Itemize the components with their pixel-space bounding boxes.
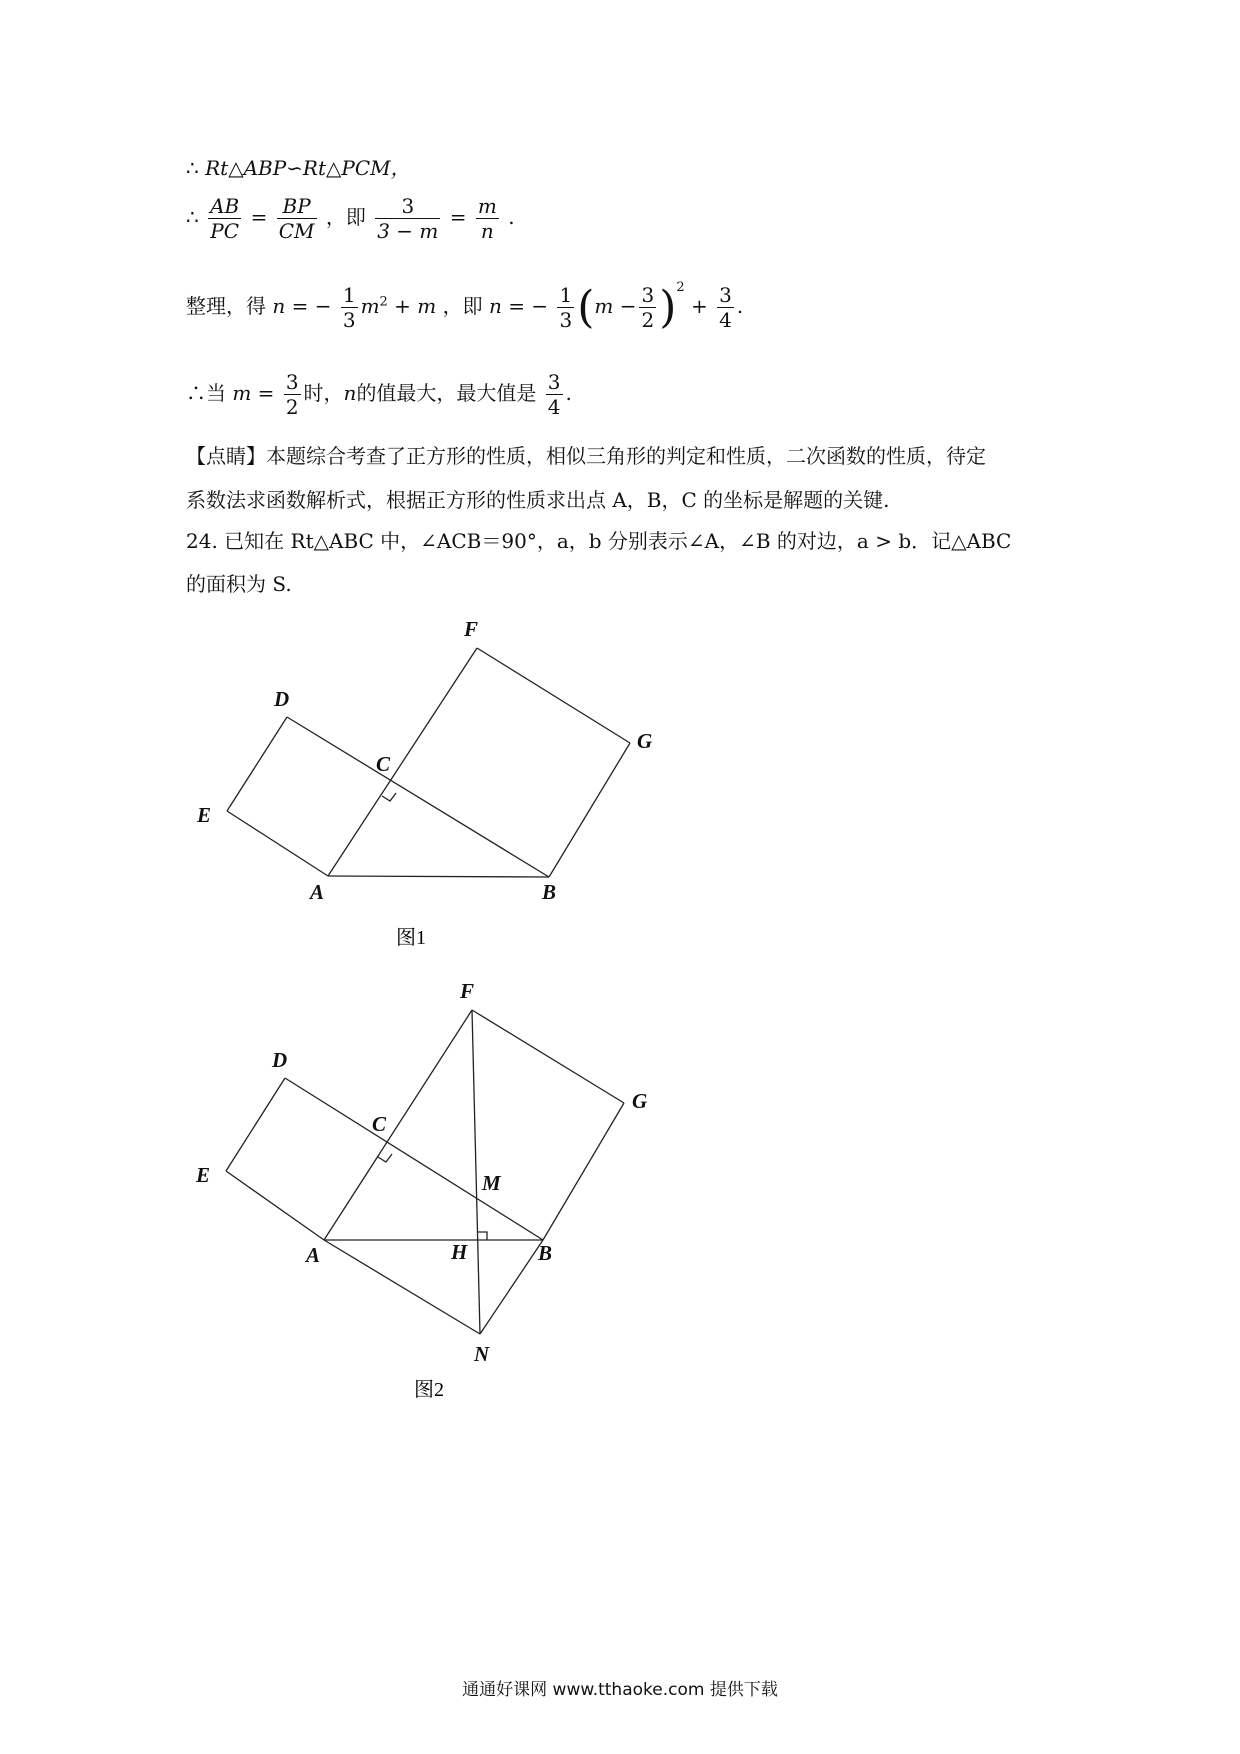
square-exponent: 2 — [379, 294, 388, 310]
connective-text: ，即 — [442, 294, 483, 318]
label-c: C — [372, 1112, 387, 1136]
period: . — [565, 381, 572, 405]
label-d: D — [274, 687, 290, 711]
label-a: A — [310, 880, 325, 904]
fraction-bp-cm: $\frac{BP}{CM}$ — [278, 194, 315, 243]
label-n: N — [474, 1342, 490, 1366]
side-a-f — [324, 1010, 472, 1240]
label-e: E — [196, 1163, 211, 1187]
therefore-symbol: ∴ — [186, 156, 199, 180]
side-n-b — [480, 1240, 543, 1334]
label-c: C — [376, 752, 391, 776]
right-paren: ) — [659, 282, 677, 333]
plus-sign: + — [691, 294, 708, 318]
right-angle-mark-c — [378, 1154, 392, 1162]
label-h: H — [451, 1240, 468, 1264]
problem-24-line-1: 24. 已知在 Rt△ABC 中，∠ACB＝90°，a，b 分别表示∠A，∠B 的对边，a > b．记△ABC — [186, 529, 1012, 553]
page-footer: 通通好课网 www.tthaoke.com 提供下载 — [462, 1680, 778, 1700]
n-equals: n = − — [488, 294, 549, 318]
period: . — [508, 205, 515, 229]
m-equals: m = — [232, 381, 275, 405]
fraction-3-4: $\frac{3}{4}$ — [547, 370, 561, 419]
similarity-statement: Rt△ABP∽Rt△PCM， — [205, 156, 411, 180]
fraction-1-3: $\frac{1}{3}$ — [559, 283, 573, 332]
side-g-b — [543, 1103, 624, 1240]
side-e-a — [226, 1171, 324, 1240]
label-f: F — [464, 617, 479, 641]
comment-line-1: 【点睛】本题综合考查了正方形的性质，相似三角形的判定和性质，二次函数的性质，待定 — [186, 444, 986, 468]
fraction-3-2: $\frac{3}{2}$ — [641, 283, 655, 332]
label-a: A — [306, 1243, 321, 1267]
fraction-3-4: $\frac{3}{4}$ — [719, 283, 732, 332]
therefore-symbol: ∴ — [186, 205, 199, 229]
side-d-e — [226, 1078, 285, 1171]
figure-1-caption: 图1 — [396, 927, 426, 949]
side-d-b — [285, 1078, 543, 1240]
simplify-lead: 整理，得 — [186, 294, 266, 318]
fraction-ab-pc: $\frac{AB}{PC}$ — [210, 194, 240, 243]
plus-m: + m — [387, 294, 437, 318]
label-d: D — [272, 1048, 288, 1072]
figure-2-caption: 图2 — [414, 1379, 444, 1401]
fraction-3-over-3-minus-m: $\frac{3}{3 - m}$ — [377, 194, 439, 243]
period: . — [736, 294, 744, 318]
side-f-g — [472, 1010, 624, 1103]
left-paren: ( — [577, 282, 595, 333]
m-term: m — [360, 294, 380, 318]
connective-text: 时， — [303, 381, 344, 405]
label-b: B — [542, 880, 557, 904]
fraction-m-n: $\frac{m}{n}$ — [477, 194, 497, 243]
max-value-text: 的值最大，最大值是 — [356, 381, 537, 405]
connective-text: ，即 — [325, 205, 366, 229]
square-exponent: 2 — [676, 280, 685, 296]
variable-n: n — [343, 381, 357, 405]
label-m: M — [482, 1171, 501, 1195]
n-equals: n = − — [272, 294, 332, 318]
fraction-1-3: $\frac{1}{3}$ — [342, 283, 356, 332]
right-angle-mark-h — [478, 1232, 487, 1240]
therefore-when: ∴当 — [186, 381, 226, 405]
equals-sign: = — [449, 205, 467, 229]
label-g: G — [632, 1089, 648, 1113]
comment-line-2: 系数法求函数解析式，根据正方形的性质求出点 A，B，C 的坐标是解题的关键. — [186, 488, 890, 512]
label-b: B — [538, 1241, 553, 1265]
problem-24-line-2: 的面积为 S. — [186, 572, 292, 596]
label-g: G — [637, 729, 653, 753]
label-f: F — [460, 979, 475, 1003]
equals-sign: = — [250, 205, 268, 229]
label-e: E — [197, 803, 212, 827]
fraction-3-2: $\frac{3}{2}$ — [285, 370, 299, 419]
segment-f-n — [472, 1010, 480, 1334]
m-minus: m − — [594, 294, 637, 318]
